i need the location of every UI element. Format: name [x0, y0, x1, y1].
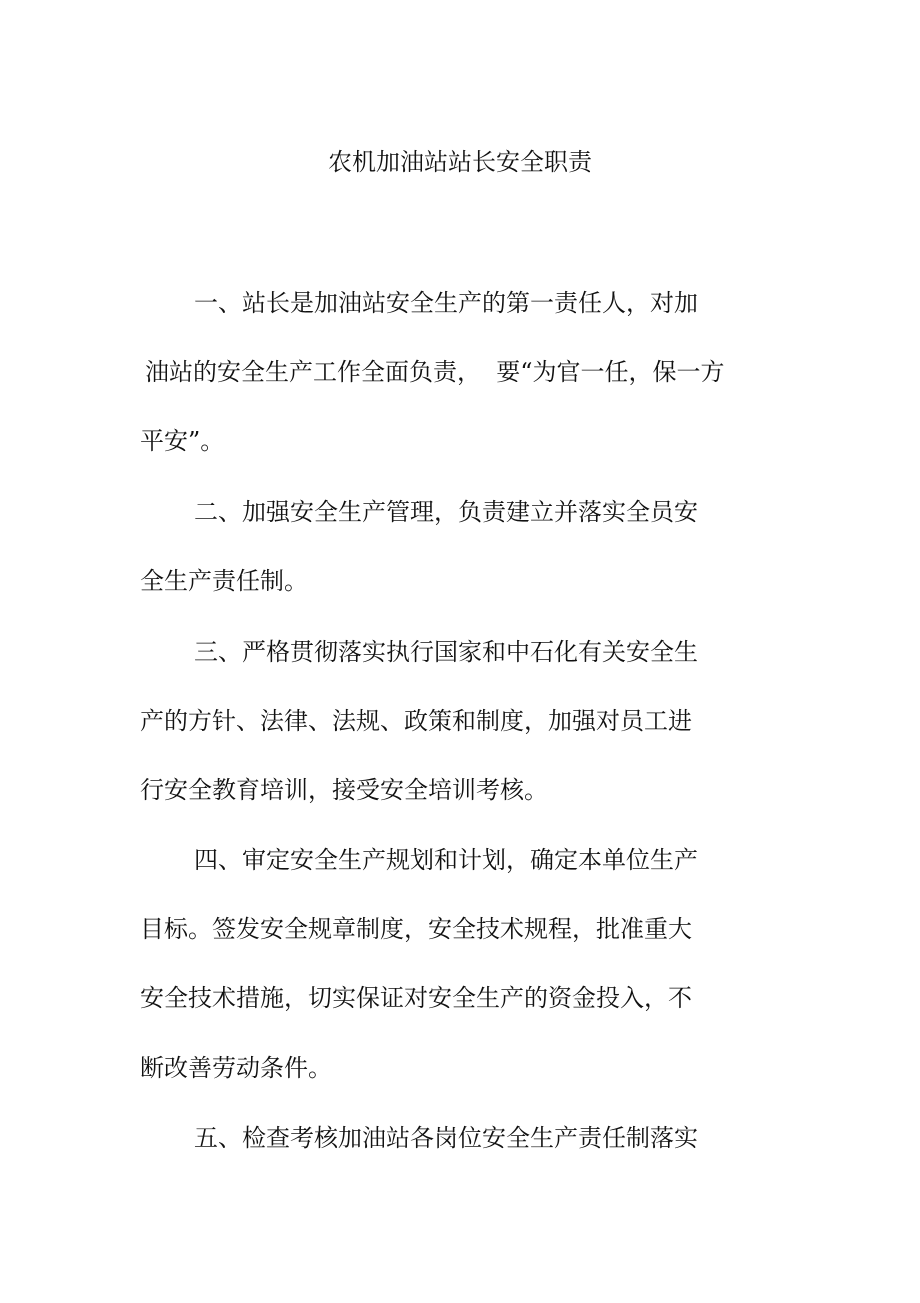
- paragraph-3-line-1: 三、严格贯彻落实执行国家和中石化有关安全生: [194, 638, 698, 666]
- paragraph-2-line-2: 全生产责任制。: [140, 567, 308, 595]
- paragraph-1-line-1: 一、站长是加油站安全生产的第一责任人，对加: [194, 289, 698, 317]
- paragraph-2-line-1: 二、加强安全生产管理，负责建立并落实全员安: [194, 498, 698, 526]
- document-title: 农机加油站站长安全职责: [328, 148, 592, 176]
- paragraph-3-line-2: 产的方针、法律、法规、政策和制度，加强对员工进: [140, 707, 692, 735]
- paragraph-3-line-3: 行安全教育培训，接受安全培训考核。: [140, 776, 548, 804]
- paragraph-4-line-3: 安全技术措施，切实保证对安全生产的资金投入，不: [140, 984, 692, 1012]
- paragraph-5-line-1: 五、检查考核加油站各岗位安全生产责任制落实: [194, 1124, 698, 1152]
- paragraph-1-line-2: 油站的安全生产工作全面负责， 要“为官一任，保一方: [145, 358, 725, 386]
- paragraph-1-line-3: 平安”。: [140, 427, 225, 455]
- paragraph-4-line-2: 目标。签发安全规章制度，安全技术规程，批准重大: [140, 915, 692, 943]
- paragraph-4-line-1: 四、审定安全生产规划和计划，确定本单位生产: [194, 846, 698, 874]
- paragraph-4-line-4: 断改善劳动条件。: [140, 1054, 332, 1082]
